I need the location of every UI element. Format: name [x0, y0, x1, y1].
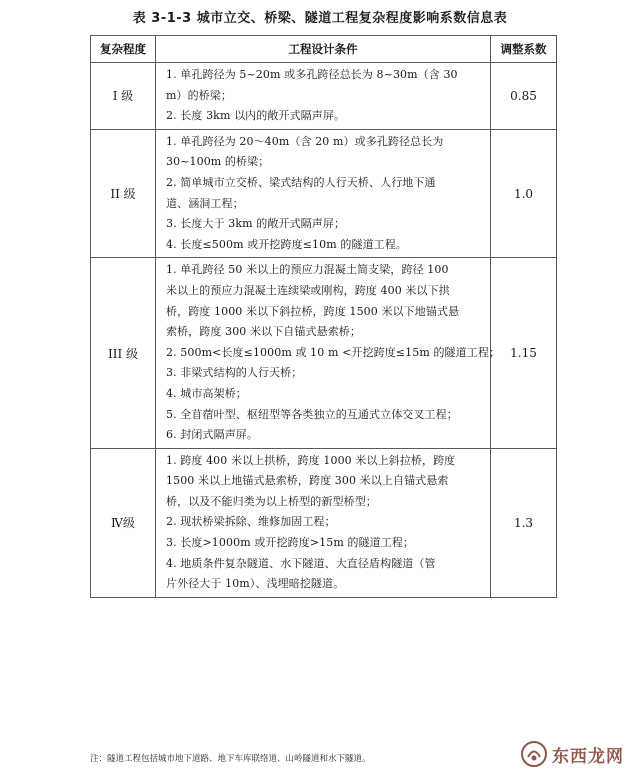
- row-level: III 级: [91, 258, 156, 448]
- condition-line: 4. 地质条件复杂隧道、水下隧道、大直径盾构隧道（管: [166, 556, 436, 570]
- condition-line: 3. 长度大于 3km 的敞开式隔声屏；: [166, 217, 346, 231]
- header-factor: 调整系数: [491, 36, 557, 63]
- condition-line: 道、涵洞工程；: [166, 196, 244, 210]
- row-conditions: [156, 63, 491, 130]
- condition-line: 桥，以及不能归类为以上桥型的新型桥型；: [166, 494, 377, 508]
- condition-line: 2. 简单城市立交桥、梁式结构的人行天桥、人行地下通: [166, 175, 436, 189]
- condition-line: 索桥，跨度 300 米以下自锚式悬索桥；: [166, 325, 361, 339]
- row-factor: 1.3: [491, 448, 557, 597]
- row-factor: 1.0: [491, 129, 557, 258]
- row-level: I 级: [91, 63, 156, 130]
- condition-line: 1500 米以上地锚式悬索桥，跨度 300 米以上自锚式悬索: [166, 474, 449, 488]
- condition-line: 2. 长度 3km 以内的敞开式隔声屏。: [166, 109, 346, 123]
- condition-line: 3. 长度>1000m 或开挖跨度>15m 的隧道工程；: [166, 536, 415, 550]
- table-row: [91, 129, 557, 258]
- condition-line: 1. 单孔跨径为 20～40m（含 20 m）或多孔跨径总长为: [166, 134, 444, 148]
- row-level: Ⅳ级: [91, 448, 156, 597]
- row-factor: 0.85: [491, 63, 557, 130]
- condition-line: m）的桥梁；: [166, 88, 233, 102]
- row-conditions: [156, 448, 491, 597]
- table-row: [91, 448, 557, 597]
- condition-line: 桥，跨度 1000 米以下斜拉桥，跨度 1500 米以下地锚式悬: [166, 304, 460, 318]
- watermark-text: 东西龙网: [552, 746, 624, 767]
- header-complexity: 复杂程度: [91, 36, 156, 63]
- row-factor: 1.15: [491, 258, 557, 448]
- condition-line: 米以上的预应力混凝土连续梁或刚构，跨度 400 米以下拱: [166, 283, 450, 297]
- table-row: [91, 63, 557, 130]
- condition-line: 4. 长度≤500m 或开挖跨度≤10m 的隧道工程。: [166, 237, 407, 251]
- condition-line: 1. 单孔跨径 50 米以上的预应力混凝土简支梁，跨径 100: [166, 263, 449, 277]
- condition-line: 1. 单孔跨径为 5~20m 或多孔跨径总长为 8~30m（含 30: [166, 68, 458, 81]
- condition-line: 1. 跨度 400 米以上拱桥，跨度 1000 米以上斜拉桥，跨度: [166, 453, 456, 467]
- condition-line: 片外径大于 10m）、浅埋暗挖隧道。: [166, 577, 345, 591]
- table-row: [91, 258, 557, 448]
- row-level: II 级: [91, 129, 156, 258]
- watermark-logo-icon: [520, 740, 548, 768]
- coefficient-table: [90, 35, 557, 598]
- header-conditions: 工程设计条件: [156, 36, 491, 63]
- condition-line: 5. 全苜蓿叶型、枢纽型等各类独立的互通式立体交叉工程；: [166, 407, 458, 421]
- condition-line: 3. 非梁式结构的人行天桥；: [166, 366, 303, 380]
- condition-line: 30~100m 的桥梁；: [166, 155, 270, 169]
- table-footnote: 注：隧道工程包括城市地下道路、地下车库联络道、山岭隧道和水下隧道。: [90, 754, 371, 764]
- condition-line: 4. 城市高架桥；: [166, 386, 247, 400]
- condition-line: 2. 500m<长度≤1000m 或 10 m <开挖跨度≤15m 的隧道工程；: [166, 345, 501, 359]
- condition-line: 6. 封闭式隔声屏。: [166, 428, 258, 442]
- watermark: [520, 737, 632, 771]
- condition-line: 2. 现状桥梁拆除、维修加固工程；: [166, 515, 336, 529]
- row-conditions: [156, 258, 501, 448]
- table-header-row: [91, 36, 557, 63]
- page-title: 表 3-1-3 城市立交、桥梁、隧道工程复杂程度影响系数信息表: [132, 11, 508, 26]
- row-conditions: [156, 129, 491, 258]
